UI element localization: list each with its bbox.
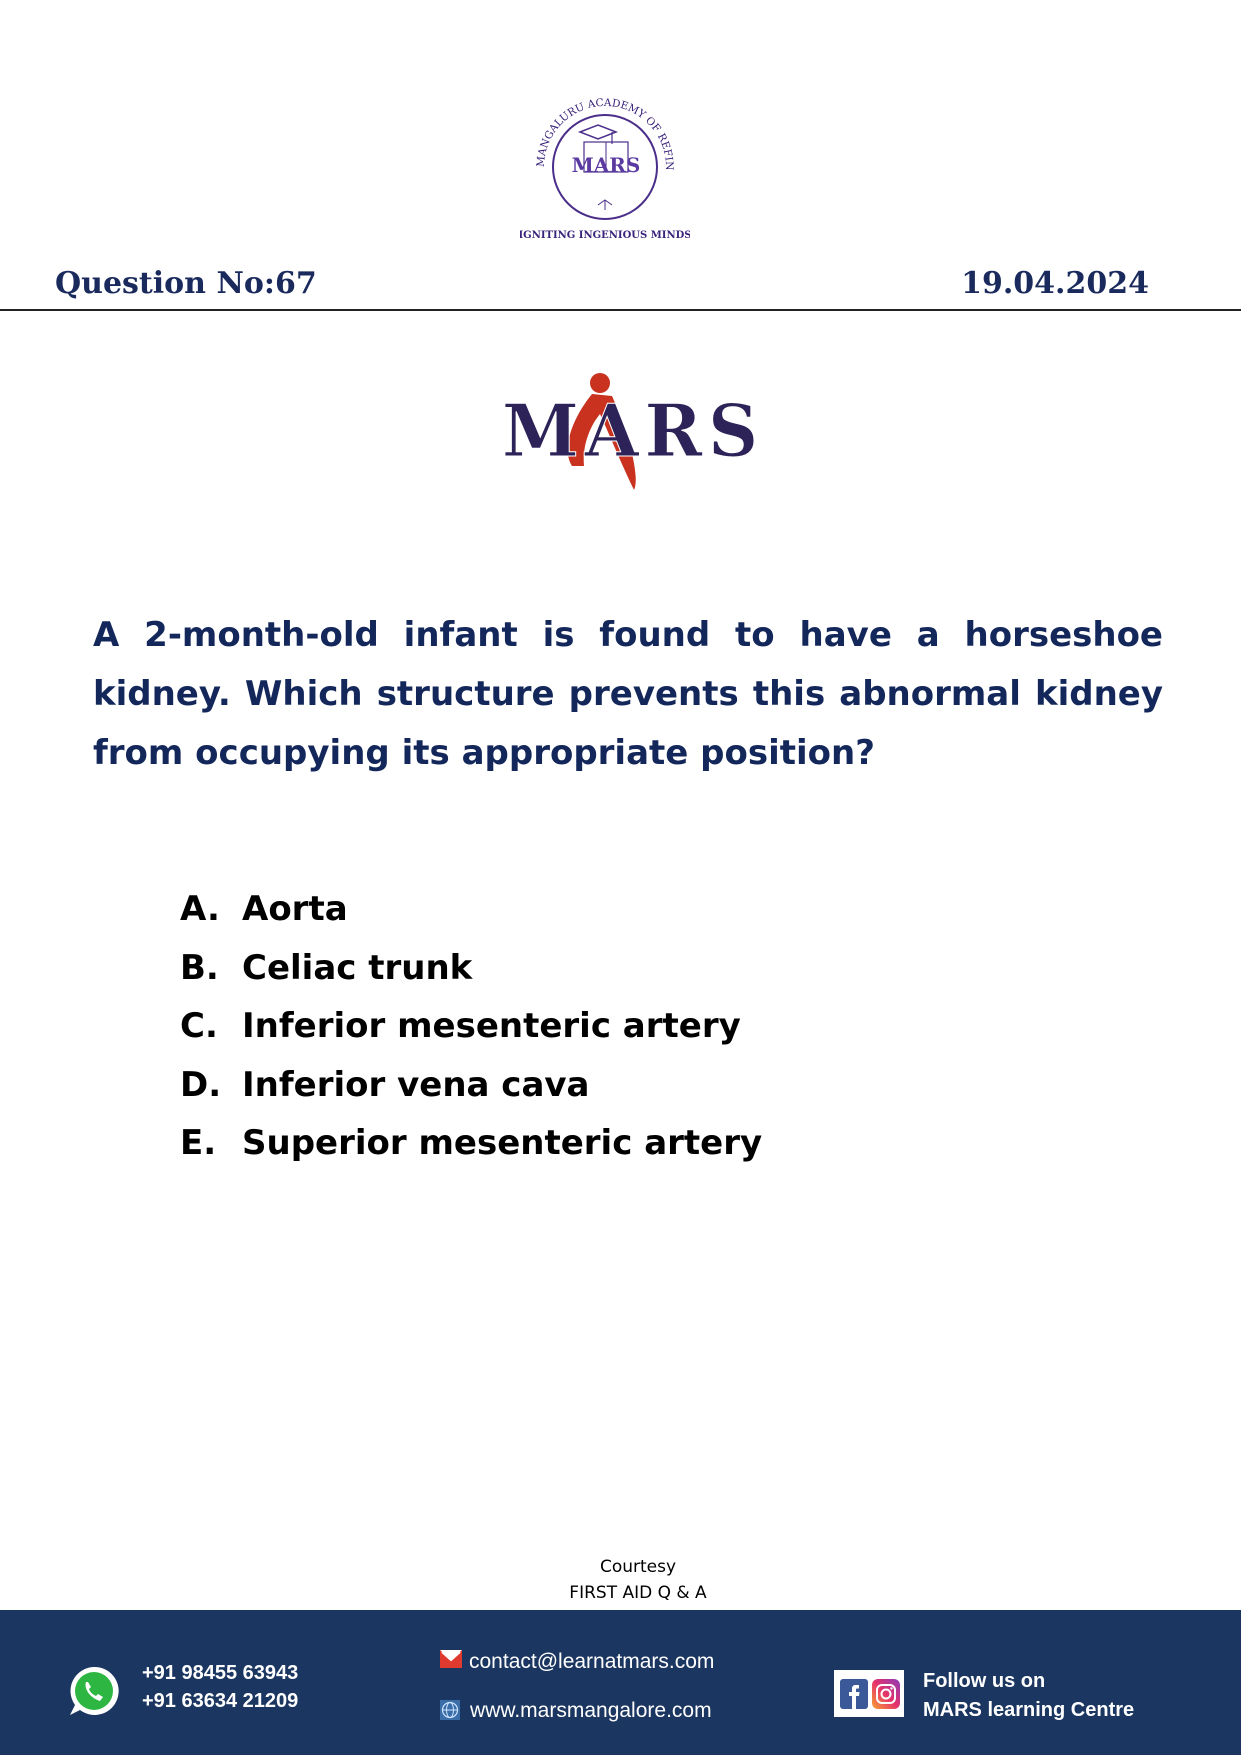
- option-text: Celiac trunk: [242, 947, 473, 988]
- answer-options: [180, 880, 762, 1173]
- seal-tagline: IGNITING INGENIOUS MINDS: [520, 230, 690, 241]
- academy-seal-logo: [520, 92, 690, 242]
- social-icons-box: [834, 1670, 904, 1717]
- phone-number-1[interactable]: +91 98455 63943: [142, 1662, 299, 1684]
- question-date: 19.04.2024: [961, 266, 1149, 301]
- option-a[interactable]: [180, 880, 762, 939]
- phone-number-2[interactable]: +91 63634 21209: [142, 1690, 299, 1712]
- option-text: Superior mesenteric artery: [242, 1123, 763, 1163]
- option-letter: B.: [180, 947, 219, 988]
- question-text: A 2-month-old infant is found to have a horseshoe kidney. Which structure prevents this abnormal kidney from occupying its appropriate position?: [93, 615, 1163, 773]
- option-text: Aorta: [242, 889, 348, 929]
- courtesy-label: Courtesy: [599, 1557, 677, 1577]
- mars-brand-logo: [500, 366, 770, 496]
- footer-bar: [0, 1610, 1241, 1755]
- follow-us-page[interactable]: MARS learning Centre: [923, 1699, 1135, 1721]
- option-b[interactable]: [180, 939, 762, 998]
- follow-us-label: Follow us on: [923, 1670, 1046, 1692]
- contact-email[interactable]: contact@learnatmars.com: [469, 1650, 715, 1673]
- courtesy-source: FIRST AID Q & A: [569, 1583, 707, 1603]
- option-c[interactable]: [180, 997, 762, 1056]
- option-d[interactable]: [180, 1056, 762, 1115]
- seal-arc-text: MANGALURU ACADEMY OF REFIN: [534, 96, 676, 171]
- logo-text: MARS: [502, 388, 764, 473]
- instagram-icon[interactable]: [872, 1679, 900, 1709]
- option-text: Inferior vena cava: [242, 1064, 590, 1105]
- header-row: [0, 262, 1241, 312]
- option-e[interactable]: [180, 1114, 762, 1173]
- option-letter: C.: [180, 1006, 218, 1046]
- option-letter: A.: [180, 889, 220, 929]
- facebook-icon[interactable]: [840, 1679, 868, 1709]
- header-divider: [0, 309, 1241, 311]
- option-text: Inferior mesenteric artery: [242, 1006, 741, 1046]
- whatsapp-icon: [68, 1665, 120, 1717]
- option-letter: D.: [180, 1064, 222, 1105]
- seal-inner-text: MARS: [571, 153, 641, 177]
- question-number: Question No:67: [55, 266, 317, 301]
- website-link[interactable]: www.marsmangalore.com: [470, 1699, 712, 1722]
- globe-icon: [440, 1700, 460, 1720]
- option-letter: E.: [180, 1123, 217, 1163]
- mail-icon: [440, 1650, 462, 1668]
